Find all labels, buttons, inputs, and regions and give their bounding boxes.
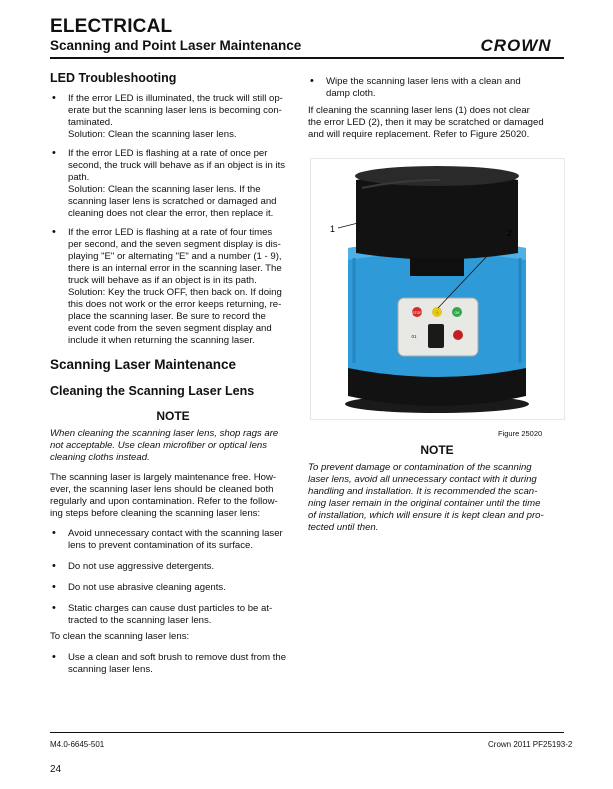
right-column: [308, 76, 566, 141]
text-line: If cleaning the scanning laser lens (1) does not clear: [308, 105, 530, 116]
bullet-item: [50, 148, 296, 220]
bullet-icon: •: [52, 560, 56, 572]
maint-heading: Scanning Laser Maintenance: [50, 357, 237, 372]
bullet-item: [50, 227, 296, 347]
text-line: tected until then.: [308, 522, 379, 533]
crown-logo: [468, 35, 564, 55]
text-line: Wipe the scanning laser lens with a clean and: [326, 76, 521, 87]
text-line: If the error LED is flashing at a rate of once per: [68, 148, 268, 159]
text-line: place the scanning laser. Be sure to record the: [68, 311, 266, 322]
text-line: damp cloth.: [326, 88, 376, 99]
figure-caption: Figure 25020: [498, 429, 543, 438]
text-line: If the error LED is flashing at a rate of four times: [68, 227, 273, 238]
text-line: Do not use aggressive detergents.: [68, 561, 215, 572]
clean-steps-list: [50, 652, 296, 676]
led-list: [50, 93, 296, 347]
text-line: When cleaning the scanning laser lens, shop rags are: [50, 428, 279, 439]
text-line: scanning laser lens is scratched or damaged and: [68, 196, 277, 207]
text-line: ever, the scanning laser lens should be cleaned both: [50, 484, 274, 495]
bullet-item: [50, 528, 296, 552]
text-line: If the error LED is illuminated, the truck will still op-: [68, 93, 283, 104]
header-rule: [50, 57, 564, 59]
text-line: Static charges can cause dust particles to be at-: [68, 603, 273, 614]
bullet-icon: •: [52, 147, 56, 159]
bullet-item: [308, 76, 566, 100]
text-line: Do not use abrasive cleaning agents.: [68, 582, 226, 593]
text-line: of installation, which will ensure it is kept clean and pro-: [308, 510, 544, 521]
left-column: [50, 72, 296, 676]
doc-id: M4.0-6645-501: [50, 740, 105, 749]
svg-text:01: 01: [411, 334, 417, 339]
text-line: Solution: Key the truck OFF, then back on. If doing: [68, 287, 282, 298]
svg-text:OK: OK: [454, 311, 460, 315]
bullet-icon: •: [310, 75, 314, 87]
bullet-icon: •: [52, 527, 56, 539]
footer-rule: [50, 732, 564, 733]
copyright: Crown 2011 PF25193-2: [488, 740, 573, 749]
text-line: erate but the scanning laser lens is becoming con-: [68, 105, 282, 116]
precaution-list: [50, 528, 296, 627]
text-line: not acceptable. Use clean microfiber or optical lens: [50, 440, 268, 451]
text-line: event code from the seven segment display and: [68, 323, 272, 334]
clean-heading: Cleaning the Scanning Laser Lens: [50, 384, 255, 398]
maintenance-paragraph: [50, 472, 296, 520]
text-line: ing steps before cleaning the scanning laser lens:: [50, 508, 261, 519]
text-line: scanning laser lens.: [68, 664, 153, 675]
bullet-icon: •: [52, 92, 56, 104]
text-line: include it when returning the scanning laser.: [68, 335, 255, 346]
text-line: there is an internal error in the scanning laser. The: [68, 263, 282, 274]
callout-1: 1: [330, 224, 336, 234]
text-line: taminated.: [68, 117, 113, 128]
text-line: this does not work or the error keeps returning, re-: [68, 299, 282, 310]
svg-text:CROWN: CROWN: [480, 36, 552, 55]
bullet-item: [50, 561, 296, 573]
bullet-item: [50, 582, 296, 594]
bullet-icon: •: [52, 581, 56, 593]
note-label-left: NOTE: [156, 409, 190, 423]
note-text-left: [50, 428, 296, 464]
text-line: the error LED (2), then it may be scratched or damaged: [308, 117, 544, 128]
text-line: cleaning cloths instead.: [50, 452, 150, 463]
page-subtitle: Scanning and Point Laser Maintenance: [50, 38, 302, 53]
callout-2: 2: [507, 228, 513, 238]
led-heading: LED Troubleshooting: [50, 71, 177, 85]
bullet-icon: •: [52, 226, 56, 238]
text-line: path.: [68, 172, 90, 183]
text-line: and will require replacement. Refer to Figure 25020.: [308, 129, 530, 140]
text-line: regularly and upon contamination. Refer to the follow-: [50, 496, 278, 507]
page-title: ELECTRICAL: [50, 16, 173, 37]
text-line: second, the truck will behave as if an object is in its: [68, 160, 286, 171]
text-line: cleaning does not clear the error, then replace it.: [68, 208, 274, 219]
bullet-icon: •: [52, 602, 56, 614]
svg-text:!: !: [436, 310, 438, 315]
text-line: To prevent damage or contamination of the scanning: [308, 462, 532, 473]
text-line: The scanning laser is largely maintenance free. How-: [50, 472, 277, 483]
text-line: Avoid unnecessary contact with the scanning laser: [68, 528, 283, 539]
to-clean-text: To clean the scanning laser lens:: [50, 631, 190, 642]
text-line: per second, and the seven segment display is dis-: [68, 239, 281, 250]
wipe-step: [308, 76, 566, 100]
bullet-item: [50, 93, 296, 141]
bullet-icon: •: [52, 651, 56, 663]
bullet-item: [50, 603, 296, 627]
text-line: ning laser remain in the original container until the time: [308, 498, 541, 509]
text-line: Solution: Clean the scanning laser lens. If the: [68, 184, 261, 195]
text-line: Use a clean and soft brush to remove dust from the: [68, 652, 287, 663]
scanning-laser-figure: [310, 158, 565, 420]
text-line: laser lens, avoid all unnecessary contact with it during: [308, 474, 537, 485]
note-text-right: [308, 462, 566, 534]
text-line: tracted to the scanning laser lens.: [68, 615, 212, 626]
text-line: lens to prevent contamination of its surface.: [68, 540, 254, 551]
text-line: handling and installation. It is recommended the scan-: [308, 486, 538, 497]
text-line: Solution: Clean the scanning laser lens.: [68, 129, 237, 140]
bullet-item: [50, 652, 296, 676]
note-label-right: NOTE: [420, 443, 454, 457]
svg-text:STOP: STOP: [412, 311, 422, 315]
page-number: 24: [50, 764, 62, 775]
text-line: playing "E" or alternating "E" and a number (1 - 9),: [68, 251, 282, 262]
text-line: truck will behave as if an object is in its path.: [68, 275, 257, 286]
replacement-paragraph: [308, 105, 566, 141]
right-note: [308, 444, 566, 534]
